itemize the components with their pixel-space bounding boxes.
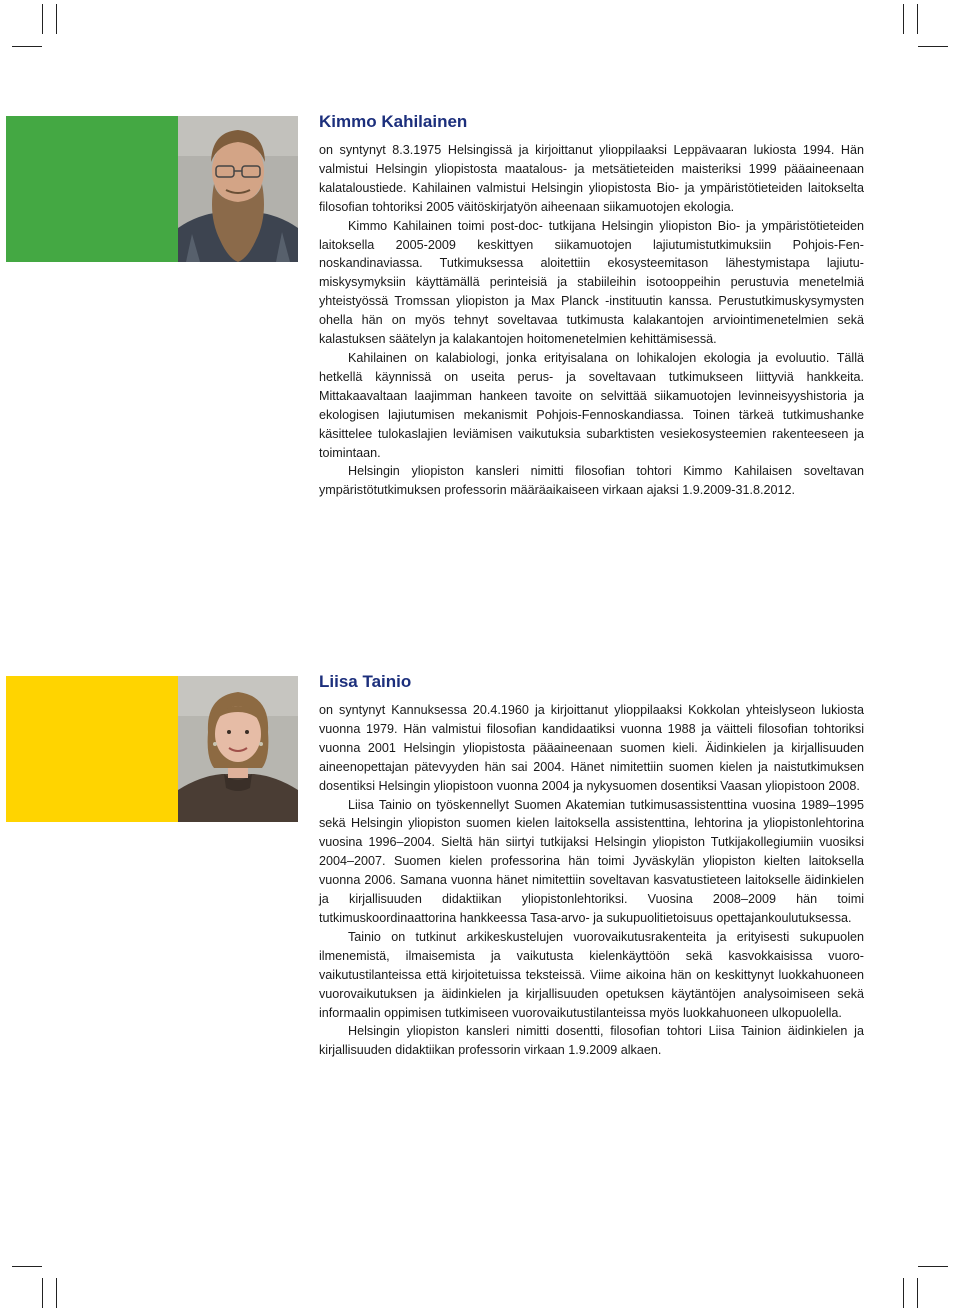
person-name: Kimmo Kahilainen: [319, 112, 468, 131]
crop-mark: [56, 1278, 57, 1308]
bio-paragraph: on syntynyt Kannuksessa 20.4.1960 ja kirjoittanut ylioppilaaksi Kokkolan yhteislyseon lukiosta vuonna 1979. Hän valmistui filosofian kandidaatiksi vuonna 1988 ja väitteli filosofian tohtoriksi vuonna 2001 Helsingin yliopistosta pääaineenaan suomen kieli. Äidinkielen ja kirjallisuuden aineenopettajan pätevyyden hän sai 2004. Hänet nimitettiin suomen kielen ja naistutkimuksen dosentiksi Helsingin yliopistoon vuonna 2004 ja nykysuomen dosentiksi Vaasan yliopistoon 2008.: [319, 703, 864, 793]
yellow-color-block: [6, 676, 178, 822]
portrait-photo: [178, 116, 298, 262]
crop-mark: [56, 4, 57, 34]
bio-paragraph: Kahilainen on kalabiologi, jonka erityisalana on lohikalojen ekologia ja evoluutio. Tällä hetkellä käynnissä on useita perus- ja soveltavaan tutkimukseen liittyviä hankkeita. Mittakaavaltaan laajimman hankeen tavoite on selvittää siikamuotojen levinneisyyshistoria ja ekologisen lajiutumisen mekanismit Pohjois-Fennoskandiassa. Toinen tärkeä tutkimushanke käsittelee tulokaslajien leviämisen vaikutuksia subarktisten vesiekosysteemien rakenteeseen ja toimintaan.: [319, 350, 864, 460]
crop-mark: [917, 4, 918, 34]
bio-text: [319, 701, 864, 1060]
bio-text: [319, 141, 864, 500]
bio-paragraph: Helsingin yliopiston kansleri nimitti filosofian tohtori Kimmo Kahilaisen soveltavan ympäristötutkimuksen professorin määräaikaiseen virkaan ajaksi 1.9.2009-31.8.2012.: [319, 464, 864, 498]
crop-mark: [12, 46, 42, 47]
crop-mark: [42, 1278, 43, 1308]
crop-mark: [918, 46, 948, 47]
portrait-photo: [178, 676, 298, 822]
bio-paragraph: Kimmo Kahilainen toimi post-doc- tutkijana Helsingin yliopiston Bio- ja ympäristötieteiden laitoksella 2005-2009 keskittyen siikamuotojen lajiutumistutkimuksiin Pohjois-Fennoskandinaviassa. Tutkimuksessa aloitettiin ekosysteemitason lähestymistapa lajiutumiskysymyksiin käyttämällä perinteisiä ja stabiileihin isotooppeihin perustuvia menetelmiä yhteistyössä Tromssan yliopiston ja Max Planck -instituutin kanssa. Perustutkimuskysymysten ohella hän on myös tehnyt soveltavaa tutkimusta kalakantojen arviointimenetelmien sekä kalastuksen säätelyn ja kalakantojen hoitomenetelmien kehittämisessä.: [319, 218, 864, 347]
bio-paragraph: on syntynyt 8.3.1975 Helsingissä ja kirjoittanut ylioppilaaksi Leppävaaran lukiosta 1994. Hän valmistui Helsingin yliopistosta maatalous- ja metsätieteiden maisteriksi 1999 pääaineenaan kalataloustiede. Kahilainen valmistui Helsingin yliopistosta Bio- ja ympäristötieteiden laitokselta filosofian tohtoriksi 2005 väitöskirjatyön aiheenaan siikamuotojen ekologia.: [319, 143, 864, 214]
crop-mark: [12, 1266, 42, 1267]
bio-paragraph: Helsingin yliopiston kansleri nimitti dosentti, filosofian tohtori Liisa Tainion äidinkielen ja kirjallisuuden didaktiikan professorin virkaan 1.9.2009 alkaen.: [319, 1024, 864, 1058]
crop-mark: [918, 1266, 948, 1267]
crop-mark: [42, 4, 43, 34]
crop-mark: [903, 4, 904, 34]
bio-paragraph: Tainio on tutkinut arkikeskustelujen vuorovaikutusrakenteita ja erityisesti sukupuolen ilmenemistä, ilmaisemista ja vaikutusta kielenkäyttöön sekä kasvokkaisissa vuorovaikutustilanteissa että kirjoitetuissa teksteissä. Viime aikoina hän on keskittynyt luokkahuoneen vuorovaikutuksen ja äidinkielen ja kirjallisuuden opetuksen käytäntöjen analysoimiseen sekä informaalin oppimisen tutkimiseen vuorovaikutustilanteissa myös luokkahuoneen ulkopuolella.: [319, 929, 864, 1020]
crop-mark: [903, 1278, 904, 1308]
crop-mark: [917, 1278, 918, 1308]
bio-paragraph: Liisa Tainio on työskennellyt Suomen Akatemian tutkimusassistenttina vuosina 1989–1995 sekä Helsingin yliopiston suomen kielen laitoksella assistenttina, lehtorina ja yliopistonlehtorina vuosina 1996–2004. Sieltä hän siirtyi tutkijaksi Helsingin yliopiston Tutkijakollegiumiin vuosiksi 2004–2007. Suomen kielen professorina hän toimi Jyväskylän yliopiston kielten laitoksella vuonna 2006. Samana vuonna hänet nimitettiin soveltavan kasvatustieteen laitokselle äidinkielen ja kirjallisuuden didaktiikan yliopistonlehtoriksi. Vuosina 2008–2009 hän toimi tutkimuskoordinaattorina hankkeessa Tasa-arvo- ja sukupuolitietoisuus opettajankoulutuksessa.: [319, 797, 864, 925]
green-color-block: [6, 116, 178, 262]
person-name: Liisa Tainio: [319, 672, 412, 691]
